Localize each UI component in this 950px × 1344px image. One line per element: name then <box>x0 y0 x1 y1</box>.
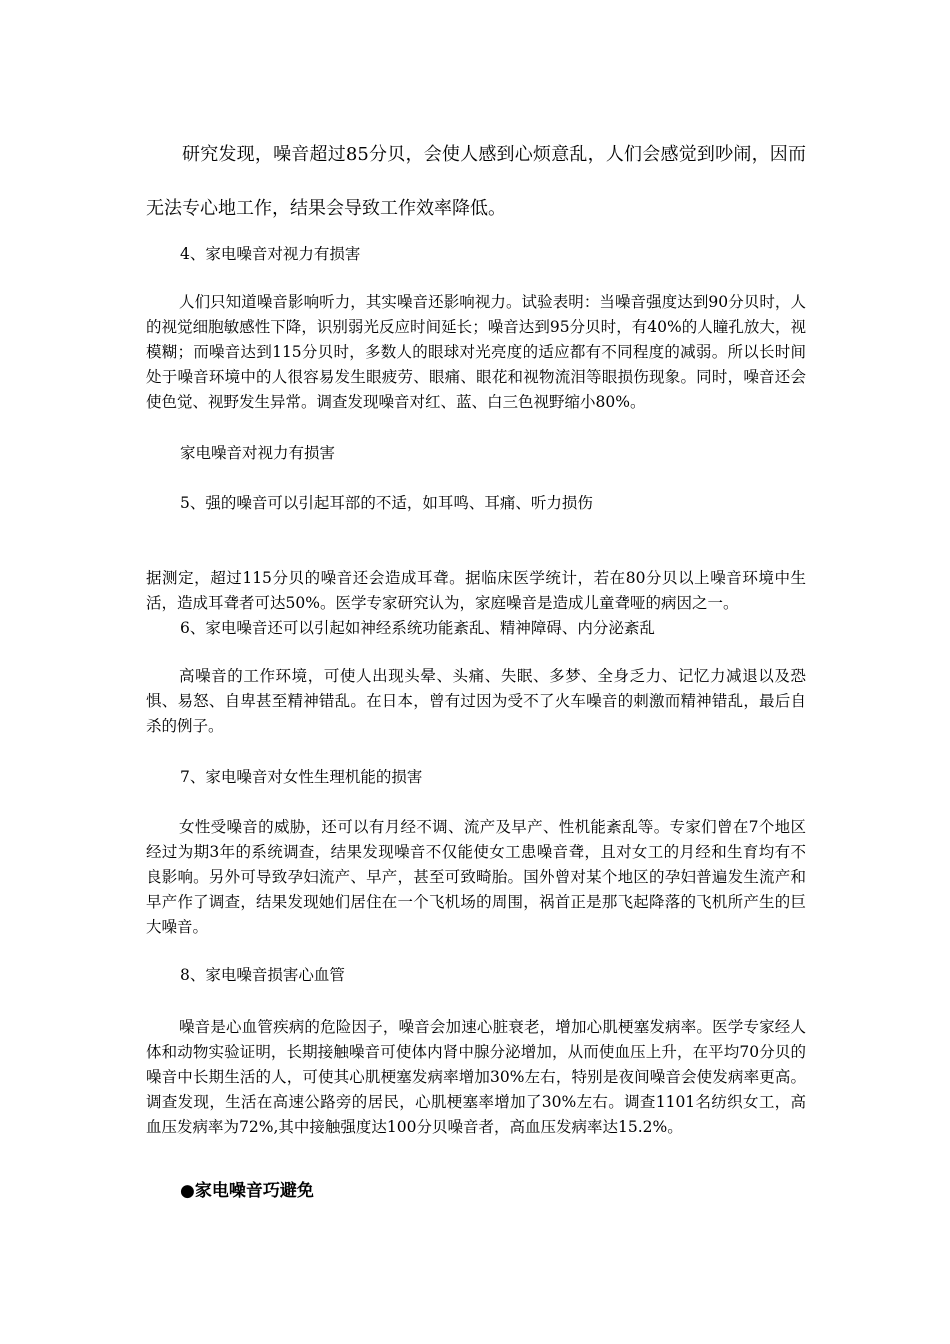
heart-paragraph: 噪音是心血管疾病的危险因子，噪音会加速心脏衰老，增加心肌梗塞发病率。医学专家经人体和动物实验证明，长期接触噪音可使体内肾中腺分泌增加，从而使血压上升，在平均70分贝的噪音中长期生活的人，可使其心肌梗塞发病率增加30%左右，特别是夜间噪音会使发病率更高。调查发现，生活在高速公路旁的居民，心肌梗塞率增加了30%左右。调查1101名纺织女工，高血压发病率为72%,其中接触强度达100分贝噪音者，高血压发病率达15.2%。 <box>146 1018 806 1136</box>
section-title: ●家电噪音巧避免 <box>180 1181 314 1201</box>
heading-nerve-damage: 6、家电噪音还可以引起如神经系统功能紊乱、精神障碍、内分泌紊乱 <box>180 619 655 637</box>
nerve-paragraph: 高噪音的工作环境，可使人出现头晕、头痛、失眠、多梦、全身乏力、记忆力减退以及恐惧、易怒、自卑甚至精神错乱。在日本，曾有过因为受不了火车噪音的刺激而精神错乱，最后自杀的例子。 <box>146 667 806 735</box>
intro-paragraph: 研究发现，噪音超过85分贝，会使人感到心烦意乱，人们会感觉到吵闹，因而无法专心地工作，结果会导致工作效率降低。 <box>146 144 806 219</box>
heading-female-damage: 7、家电噪音对女性生理机能的损害 <box>180 768 423 786</box>
heading-ear-damage: 5、强的噪音可以引起耳部的不适，如耳鸣、耳痛、听力损伤 <box>180 494 593 512</box>
vision-paragraph: 人们只知道噪音影响听力，其实噪音还影响视力。试验表明：当噪音强度达到90分贝时，人的视觉细胞敏感性下降，识别弱光反应时间延长；噪音达到95分贝时，有40%的人瞳孔放大，视模糊；而噪音达到115分贝时，多数人的眼球对光亮度的适应都有不同程度的减弱。所以长时间处于噪音环境中的人很容易发生眼疲劳、眼痛、眼花和视物流泪等眼损伤现象。同时，噪音还会使色觉、视野发生异常。调查发现噪音对红、蓝、白三色视野缩小80%。 <box>146 293 806 411</box>
heading-vision-damage-repeat: 家电噪音对视力有损害 <box>180 444 336 462</box>
female-paragraph: 女性受噪音的威胁，还可以有月经不调、流产及早产、性机能紊乱等。专家们曾在7个地区经过为期3年的系统调查，结果发现噪音不仅能使女工患噪音聋，且对女工的月经和生育均有不良影响。另外可导致孕妇流产、早产，甚至可致畸胎。国外曾对某个地区的孕妇普遍发生流产和早产作了调查，结果发现她们居住在一个飞机场的周围，祸首正是那飞起降落的飞机所产生的巨大噪音。 <box>146 818 806 936</box>
heading-heart-damage: 8、家电噪音损害心血管 <box>180 966 345 984</box>
ear-paragraph: 据测定，超过115分贝的噪音还会造成耳聋。据临床医学统计，若在80分贝以上噪音环境中生活，造成耳聋者可达50%。医学专家研究认为，家庭噪音是造成儿童聋哑的病因之一。 <box>146 569 806 612</box>
heading-vision-damage: 4、家电噪音对视力有损害 <box>180 245 361 263</box>
